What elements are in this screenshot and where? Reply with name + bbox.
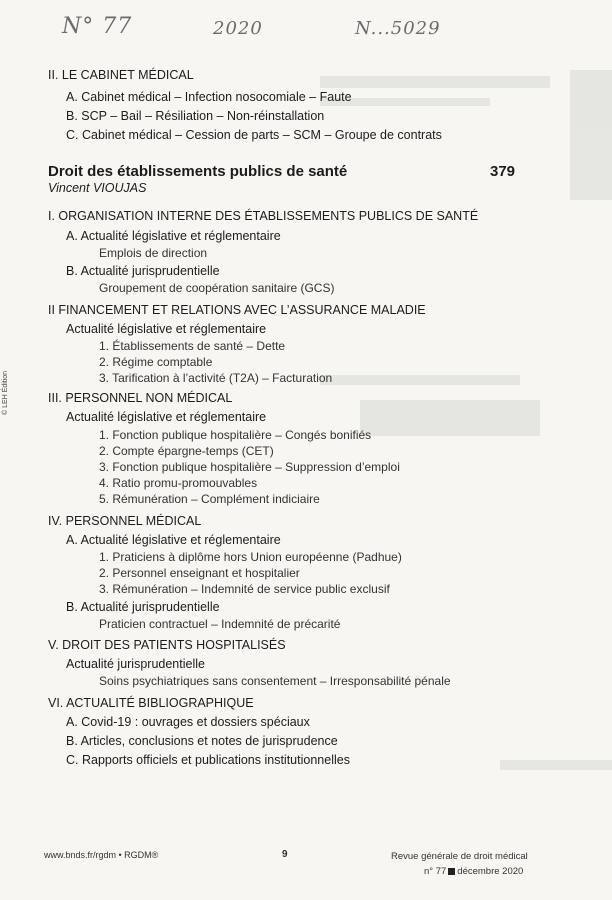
footer-page-number: 9: [282, 849, 288, 860]
toc-heading: IV. PERSONNEL MÉDICAL: [48, 514, 202, 528]
toc-item: 2. Compte épargne-temps (CET): [99, 444, 274, 458]
toc-subheading: C. Rapports officiels et publications institutionnelles: [66, 753, 350, 767]
toc-item: Soins psychiatriques sans consentement – Irresponsabilité pénale: [99, 674, 451, 688]
toc-item: 2. Régime comptable: [99, 355, 213, 369]
toc-item: 1. Établissements de santé – Dette: [99, 339, 286, 353]
toc-item: 3. Fonction publique hospitalière – Suppression d’emploi: [99, 460, 400, 474]
toc-heading: V. DROIT DES PATIENTS HOSPITALISÉS: [48, 638, 286, 652]
toc-heading: VI. ACTUALITÉ BIBLIOGRAPHIQUE: [48, 696, 254, 710]
handwritten-ref: N...5029: [355, 18, 441, 39]
toc-subheading: Actualité législative et réglementaire: [66, 410, 267, 424]
chapter-title: Droit des établissements publics de santé: [48, 163, 348, 180]
toc-subheading: B. Actualité jurisprudentielle: [66, 264, 220, 278]
toc-subheading: A. Actualité législative et réglementaire: [66, 229, 281, 243]
toc-item: Emplois de direction: [99, 246, 208, 260]
handwritten-number: N° 77: [62, 14, 133, 39]
footer-issue: [424, 866, 523, 877]
handwritten-year: 2020: [213, 18, 263, 39]
toc-item: 4. Ratio promu-promouvables: [99, 476, 258, 490]
chapter-author: Vincent VIOUJAS: [48, 181, 147, 195]
toc-heading: I. ORGANISATION INTERNE DES ÉTABLISSEMENTS PUBLICS DE SANTÉ: [48, 209, 479, 223]
footer-journal: Revue générale de droit médical: [391, 851, 528, 862]
toc-item: 1. Fonction publique hospitalière – Congés bonifiés: [99, 428, 372, 442]
toc-heading: III. PERSONNEL NON MÉDICAL: [48, 391, 233, 405]
toc-item: 3. Rémunération – Indemnité de service public exclusif: [99, 582, 390, 596]
chapter-page-number: 379: [490, 163, 516, 180]
toc-subheading: Actualité jurisprudentielle: [66, 657, 205, 671]
toc-heading: II. LE CABINET MÉDICAL: [48, 68, 194, 82]
toc-item: 2. Personnel enseignant et hospitalier: [99, 566, 300, 580]
toc-subheading: A. Covid-19 : ouvrages et dossiers spéciaux: [66, 715, 310, 729]
toc-subheading: A. Actualité législative et réglementaire: [66, 533, 281, 547]
toc-subheading: C. Cabinet médical – Cession de parts – SCM – Groupe de contrats: [66, 128, 442, 142]
footer-url: www.bnds.fr/rgdm • RGDM®: [44, 850, 159, 860]
toc-subheading: B. SCP – Bail – Résiliation – Non-réinstallation: [66, 109, 325, 123]
toc-item: 3. Tarification à l’activité (T2A) – Facturation: [99, 371, 333, 385]
toc-item: 1. Praticiens à diplôme hors Union européenne (Padhue): [99, 550, 402, 564]
toc-subheading: B. Actualité jurisprudentielle: [66, 600, 220, 614]
toc-item: Groupement de coopération sanitaire (GCS): [99, 281, 335, 295]
toc-subheading: B. Articles, conclusions et notes de jurisprudence: [66, 734, 338, 748]
toc-item: Praticien contractuel – Indemnité de précarité: [99, 617, 341, 631]
toc-heading: II FINANCEMENT ET RELATIONS AVEC L’ASSURANCE MALADIE: [48, 303, 426, 317]
toc-subheading: Actualité législative et réglementaire: [66, 322, 267, 336]
footer-issue-number: n° 77: [424, 866, 447, 877]
copyright-credit: © LEH Édition: [2, 370, 9, 415]
square-bullet-icon: [448, 868, 455, 875]
toc-subheading: A. Cabinet médical – Infection nosocomiale – Faute: [66, 90, 352, 104]
toc-item: 5. Rémunération – Complément indiciaire: [99, 492, 320, 506]
footer-issue-date: décembre 2020: [457, 866, 524, 877]
